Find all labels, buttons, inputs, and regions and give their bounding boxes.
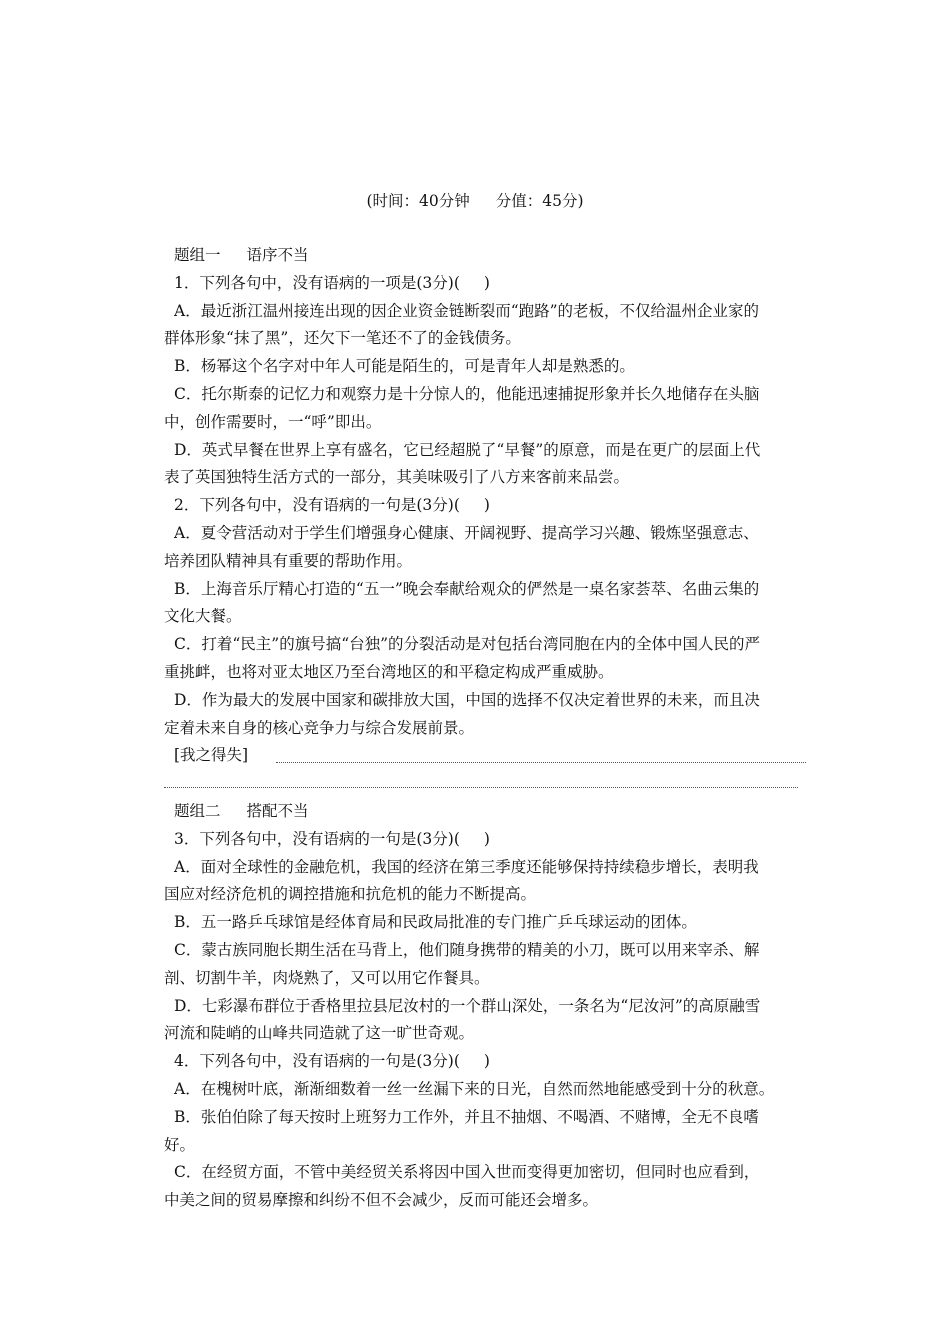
question-stem: 3．下列各句中，没有语病的一句是(3分)( ) <box>174 829 490 848</box>
option-d-cont: 定着未来自身的核心竞争力与综合发展前景。 <box>164 718 475 737</box>
option-c-cont: 中，创作需要时，一“呼”即出。 <box>164 412 382 431</box>
option-d: D．七彩瀑布群位于香格里拉县尼汝村的一个群山深处，一条名为“尼汝河”的高原融雪 <box>174 996 761 1015</box>
option-b: B．上海音乐厅精心打造的“五一”晚会奉献给观众的俨然是一桌名家荟萃、名曲云集的 <box>174 579 760 598</box>
option-a: A．在槐树叶底，渐渐细数着一丝一丝漏下来的日光，自然而然地能感受到十分的秋意。 <box>174 1079 775 1098</box>
option-a-cont: 培养团队精神具有重要的帮助作用。 <box>164 551 413 570</box>
time-label: (时间：40分钟 <box>366 192 470 210</box>
notes-row-2 <box>164 770 806 798</box>
group-heading <box>164 242 806 270</box>
group-heading <box>164 798 806 826</box>
exam-content <box>164 242 806 1215</box>
option-b: B．五一路乒乓球馆是经体育局和民政局批准的专门推广乒乓球运动的团体。 <box>174 913 697 932</box>
option-a-cont: 群体形象“抹了黑”，还欠下一笔还不了的金钱债务。 <box>164 329 521 348</box>
notes-line[interactable] <box>276 762 806 763</box>
option-c: C．打着“民主”的旗号搞“台独”的分裂活动是对包括台湾同胞在内的全体中国人民的严 <box>174 635 761 654</box>
option-d: D．作为最大的发展中国家和碳排放大国，中国的选择不仅决定着世界的未来，而且决 <box>174 690 760 709</box>
option-a: A．面对全球性的金融危机，我国的经济在第三季度还能够保持持续稳步增长，表明我 <box>174 857 759 876</box>
option-d: D．英式早餐在世界上享有盛名，它已经超脱了“早餐”的原意，而是在更广的层面上代 <box>174 440 761 459</box>
option-d-cont: 表了英国独特生活方式的一部分，其美味吸引了八方来客前来品尝。 <box>164 468 630 487</box>
question-stem: 4．下列各句中，没有语病的一句是(3分)( ) <box>174 1052 490 1071</box>
notes-line-2[interactable] <box>164 787 798 788</box>
option-a-cont: 国应对经济危机的调控措施和抗危机的能力不断提高。 <box>164 885 537 904</box>
option-d-cont: 河流和陡峭的山峰共同造就了这一旷世奇观。 <box>164 1024 475 1043</box>
score-label: 分值：45分) <box>495 192 584 210</box>
option-c: C．在经贸方面，不管中美经贸关系将因中国入世而变得更加密切，但同时也应看到， <box>174 1163 760 1182</box>
option-a: A．最近浙江温州接连出现的因企业资金链断裂而“跑路”的老板，不仅给温州企业家的 <box>174 301 760 320</box>
option-b-cont: 文化大餐。 <box>164 607 242 626</box>
option-c-cont: 剖、切割牛羊，肉烧熟了，又可以用它作餐具。 <box>164 968 490 987</box>
group-title: 题组一 <box>174 246 221 264</box>
option-c-cont: 重挑衅，也将对亚太地区乃至台湾地区的和平稳定构成严重威胁。 <box>164 662 614 681</box>
option-c: C．蒙古族同胞长期生活在马背上，他们随身携带的精美的小刀，既可以用来宰杀、解 <box>174 940 760 959</box>
option-a: A．夏令营活动对于学生们增强身心健康、开阔视野、提高学习兴趣、锻炼坚强意志、 <box>174 523 759 542</box>
option-b: B．杨幂这个名字对中年人可能是陌生的，可是青年人却是熟悉的。 <box>174 357 635 376</box>
question-stem: 1．下列各句中，没有语病的一项是(3分)( ) <box>174 273 490 292</box>
question-stem: 2．下列各句中，没有语病的一句是(3分)( ) <box>174 496 490 515</box>
notes-label: [我之得失] <box>174 746 249 765</box>
group-topic: 语序不当 <box>246 246 309 264</box>
option-c-cont: 中美之间的贸易摩擦和纠纷不但不会减少，反而可能还会增多。 <box>164 1191 599 1210</box>
notes-row <box>164 742 806 770</box>
option-b-cont: 好。 <box>164 1135 196 1154</box>
option-c: C．托尔斯泰的记忆力和观察力是十分惊人的，他能迅速捕捉形象并长久地储存在头脑 <box>174 384 760 403</box>
exam-header <box>0 190 950 212</box>
group-topic: 搭配不当 <box>246 801 309 820</box>
group-title: 题组二 <box>174 801 221 820</box>
option-b: B．张伯伯除了每天按时上班努力工作外，并且不抽烟、不喝酒、不赌博，全无不良嗜 <box>174 1107 759 1126</box>
